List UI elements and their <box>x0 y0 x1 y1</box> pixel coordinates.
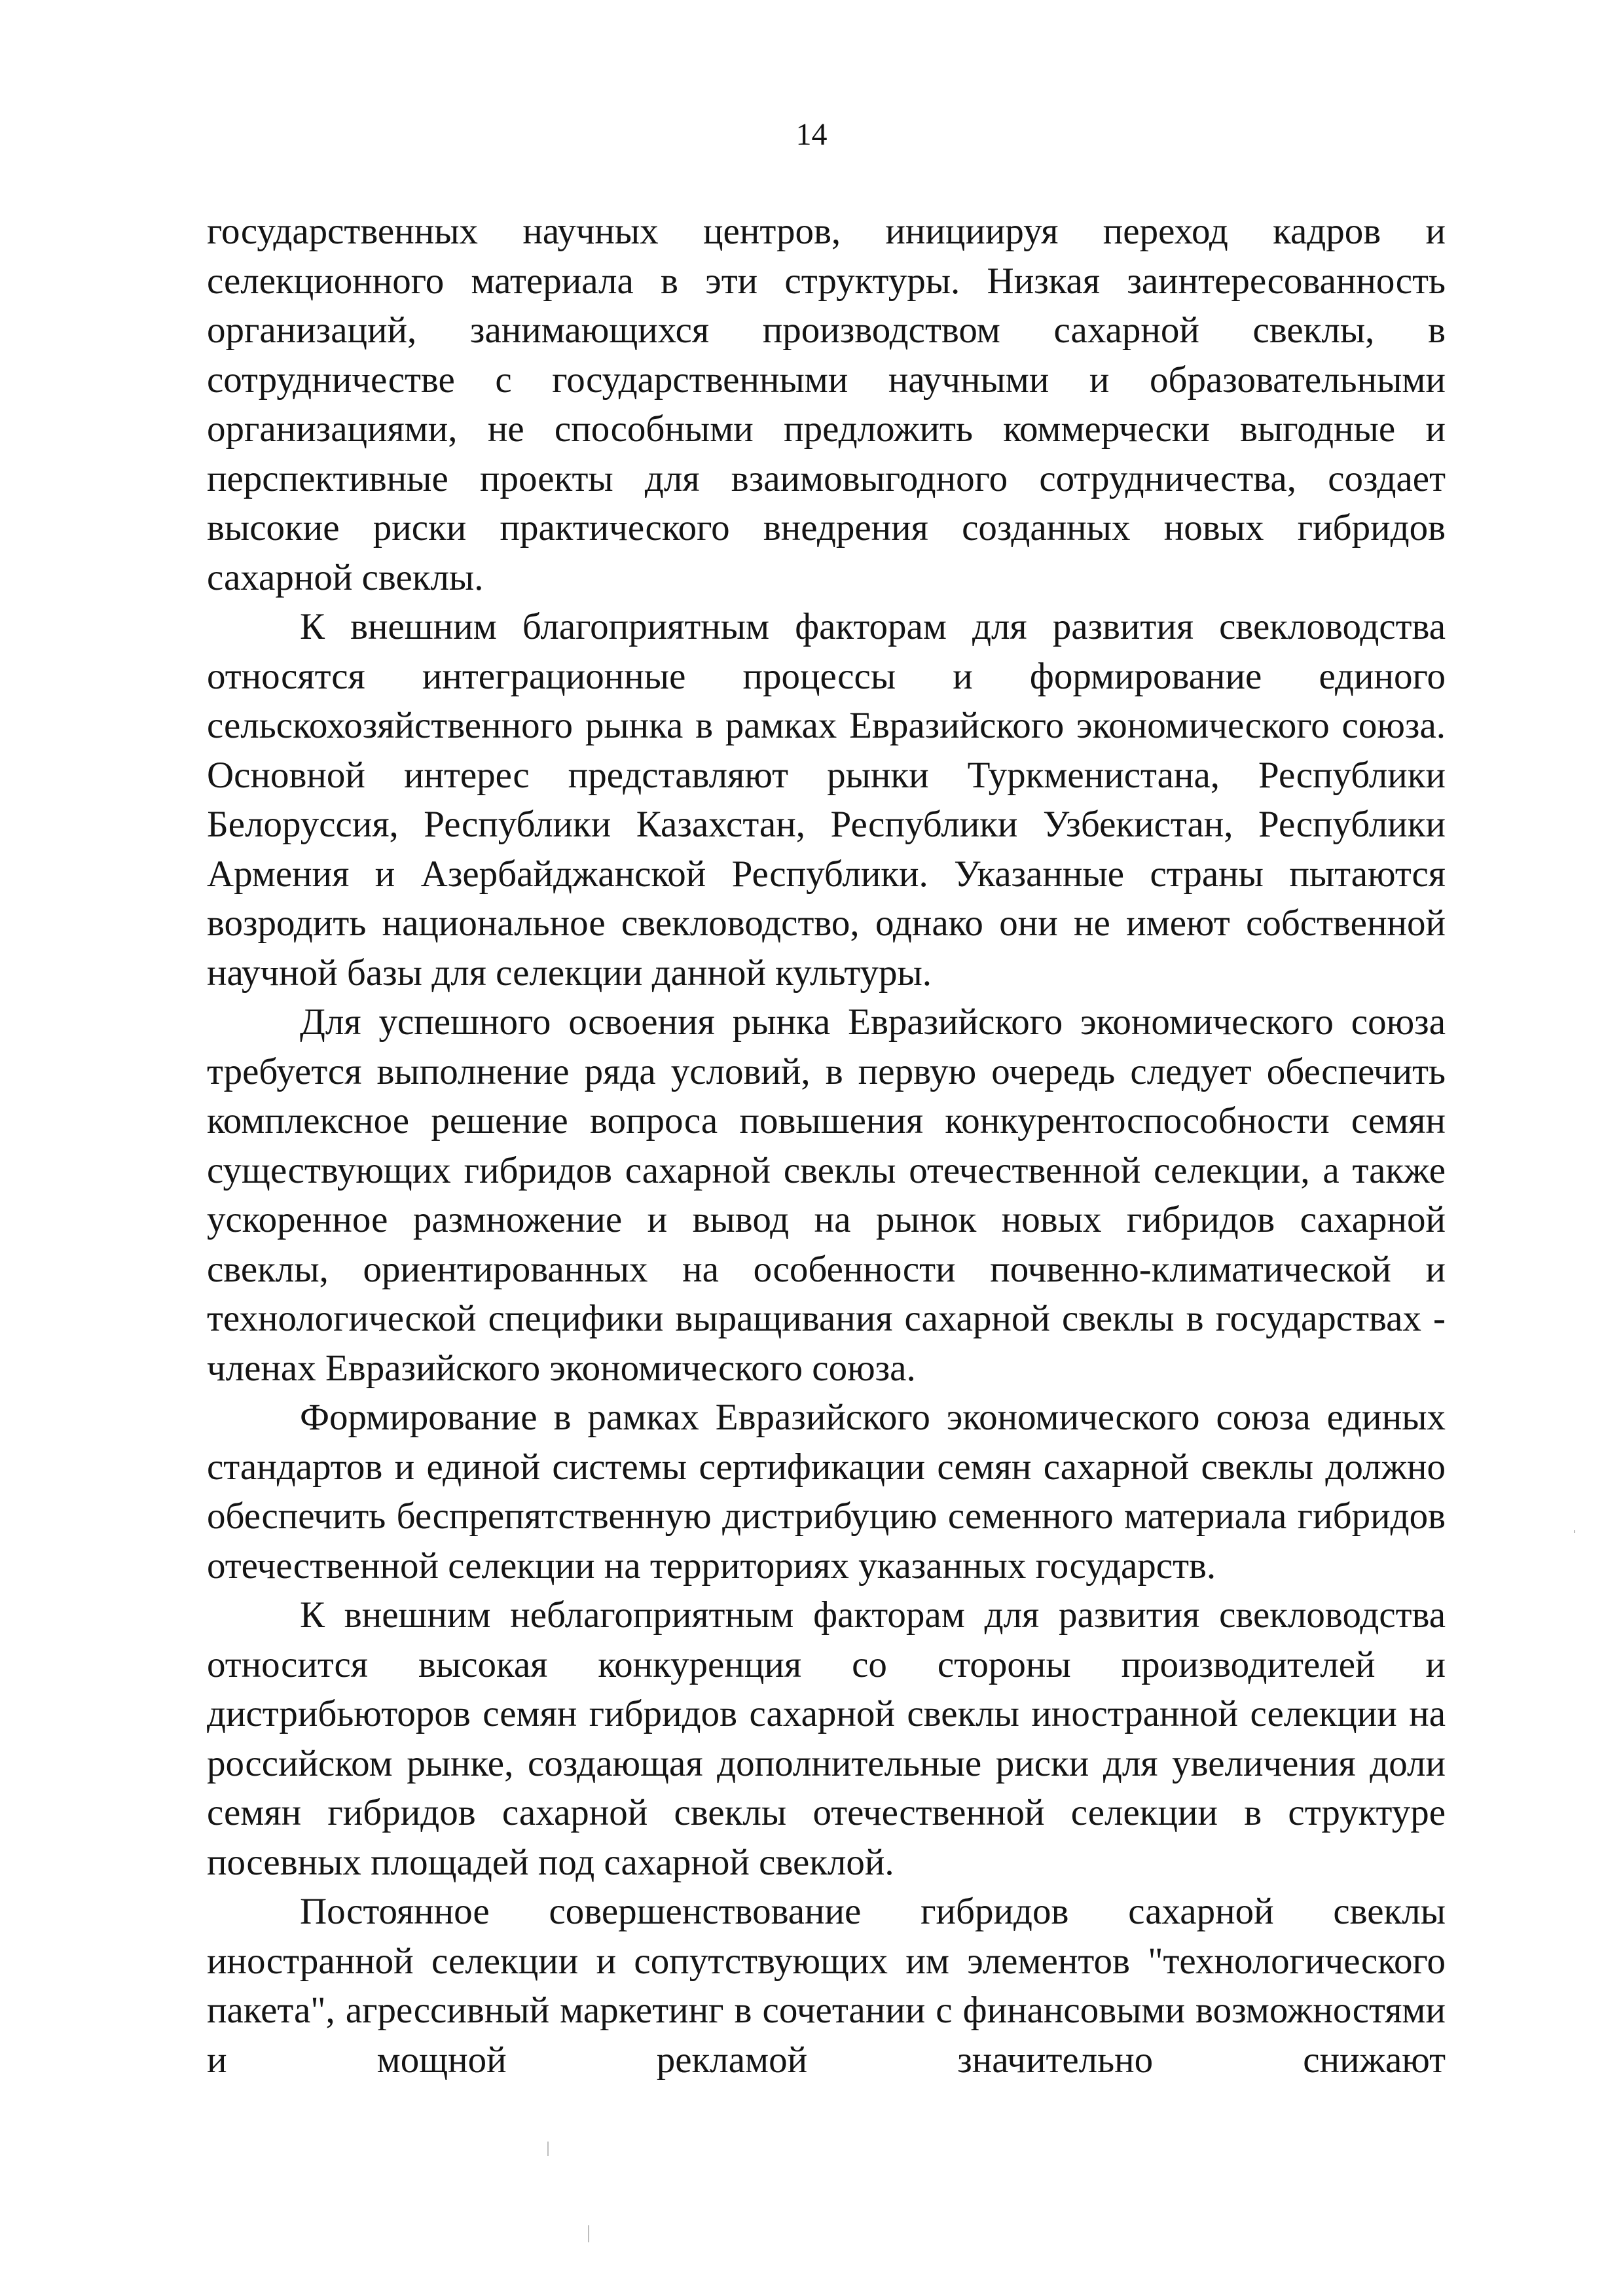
scan-speck <box>588 2225 589 2242</box>
paragraph-favorable-factors: К внешним благоприятным факторам для развития свекловодства относятся интеграционные процессы и формирование единого сельскохозяйственного рынка в рамках Евразийского экономического союза. Основной интерес представляют рынки Туркменистана, Республики Белоруссия, Республики Казахстан, Республики Узбекистан, Республики Армения и Азербайджанской Республики. Указанные страны пытаются возродить национальное свекловодство, однако они не имеют собственной научной базы для селекции данной культуры. <box>207 606 1446 994</box>
paragraph-foreign-hybrids: Постоянное совершенствование гибридов сахарной свеклы иностранной селекции и сопутствующих им элементов "технологического пакета", агрессивный маркетинг в сочетании с финансовыми возможностями и мощной рекламой значительно снижают <box>207 1891 1446 2081</box>
paragraph-unfavorable-factors: К внешним неблагоприятным факторам для развития свекловодства относится высокая конкуренция со стороны производителей и дистрибьюторов семян гибридов сахарной свеклы иностранной селекции на российском рынке, создающая дополнительные риски для увеличения доли семян гибридов сахарной свеклы отечественной селекции в структуре посевных площадей под сахарной свеклой. <box>207 1594 1446 1883</box>
paragraph-market-conditions: Для успешного освоения рынка Евразийского экономического союза требуется выполнение ряда условий, в первую очередь следует обеспечить комплексное решение вопроса повышения конкурентоспособности семян существующих гибридов сахарной свеклы отечественной селекции, а также ускоренное размножение и вывод на рынок новых гибридов сахарной свеклы, ориентированных на особенности почвенно-климатической и технологической специфики выращивания сахарной свеклы в государствах - членах Евразийского экономического союза. <box>207 1001 1446 1389</box>
page-number: 14 <box>795 117 828 152</box>
scan-speck <box>1574 1530 1575 1533</box>
document-body <box>207 207 1446 2085</box>
paragraph-standards: Формирование в рамках Евразийского экономического союза единых стандартов и единой системы сертификации семян сахарной свеклы должно обеспечить беспрепятственную дистрибуцию семенного материала гибридов отечественной селекции на территориях указанных государств. <box>207 1397 1446 1587</box>
paragraph-continuation: государственных научных центров, инициируя переход кадров и селекционного материала в эти структуры. Низкая заинтересованность организаций, занимающихся производством сахарной свеклы, в сотрудничестве с государственными научными и образовательными организациями, не способными предложить коммерчески выгодные и перспективные проекты для взаимовыгодного сотрудничества, создает высокие риски практического внедрения созданных новых гибридов сахарной свеклы. <box>207 211 1446 598</box>
scan-speck <box>547 2142 549 2156</box>
